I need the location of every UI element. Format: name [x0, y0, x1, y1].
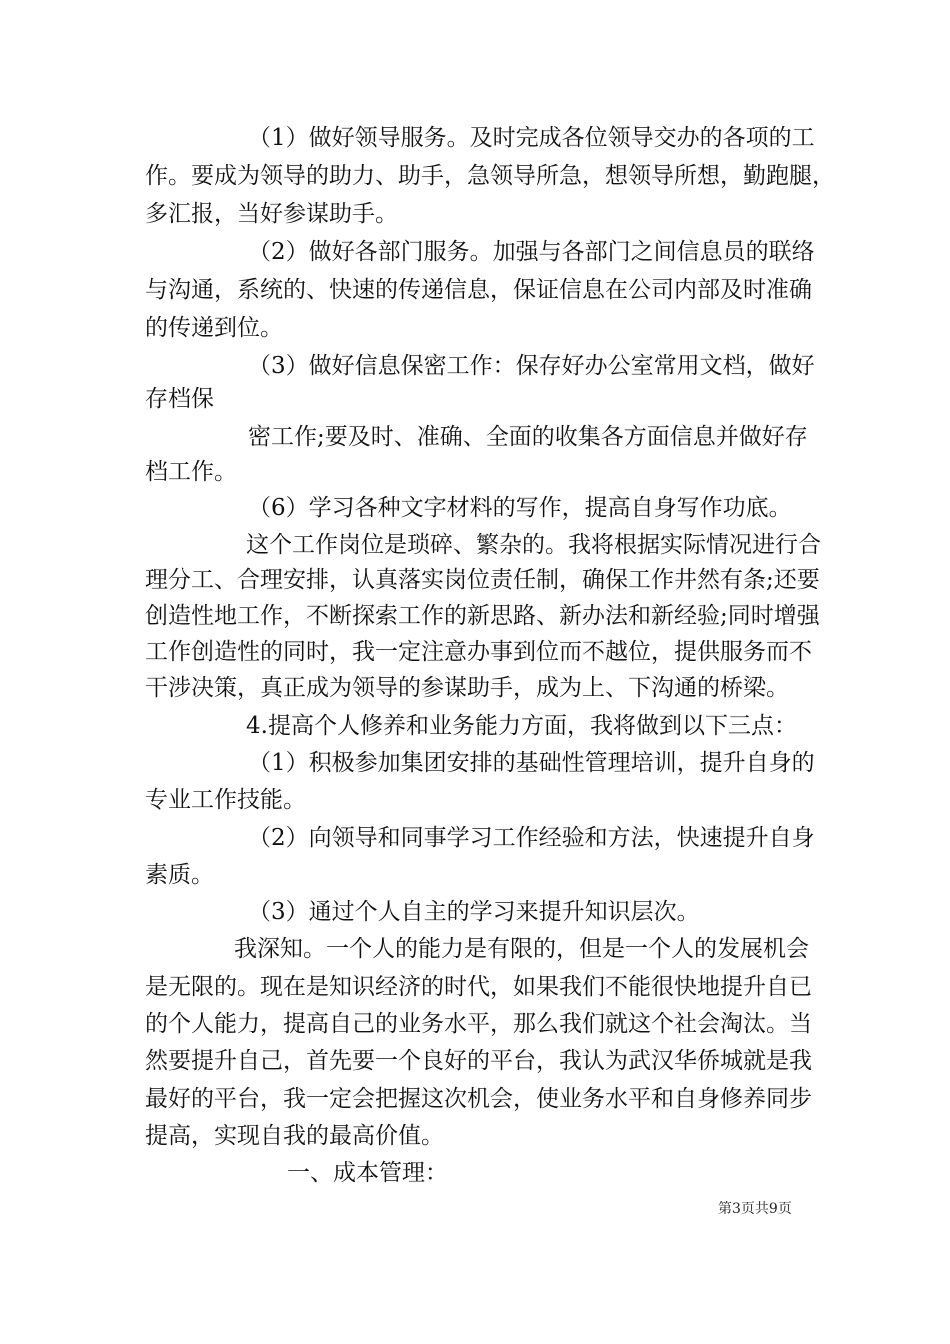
text-line: （6）学习各种文字材料的写作，提高自身写作功底。: [248, 495, 792, 521]
text-line: 作。要成为领导的助力、助手，急领导所急，想领导所想，勤跑腿，: [145, 163, 835, 189]
text-line: 提高，实现自我的最高价值。: [145, 1123, 444, 1149]
text-line: 最好的平台，我一定会把握这次机会，使业务水平和自身修养同步: [145, 1086, 812, 1112]
text-line: 的传递到位。: [145, 315, 283, 341]
text-line: 的个人能力，提高自己的业务水平，那么我们就这个社会淘汰。当: [145, 1011, 812, 1037]
text-line: （2）做好各部门服务。加强与各部门之间信息员的联络: [248, 239, 815, 265]
text-line: 是无限的。现在是知识经济的时代，如果我们不能很快地提升自已: [145, 974, 812, 1000]
text-line: 4.提高个人修养和业务能力方面，我将做到以下三点：: [246, 713, 797, 739]
text-line: 干涉决策，真正成为领导的参谋助手，成为上、下沟通的桥梁。: [145, 675, 789, 701]
text-line: 然要提升自己，首先要一个良好的平台，我认为武汉华侨城就是我: [145, 1048, 812, 1074]
text-line: （1）积极参加集团安排的基础性管理培训，提升自身的: [248, 750, 815, 776]
text-line: 我深知。一个人的能力是有限的，但是一个人的发展机会: [234, 936, 809, 962]
page-number: 第3页共9页: [718, 1201, 792, 1217]
text-line: 档工作。: [145, 459, 237, 485]
text-line: （1）做好领导服务。及时完成各位领导交办的各项的工: [248, 125, 815, 151]
text-line: 专业工作技能。: [145, 787, 306, 813]
text-line: 工作创造性的同时，我一定注意办事到位而不越位，提供服务而不: [145, 639, 812, 665]
text-line: （3）做好信息保密工作：保存好办公室常用文档，做好: [248, 353, 815, 379]
text-line: 素质。: [145, 862, 214, 888]
text-line: 这个工作岗位是琐碎、繁杂的。我将根据实际情况进行合: [246, 532, 821, 558]
text-line: 创造性地工作，不断探索工作的新思路、新办法和新经验;同时增强: [145, 603, 820, 629]
text-line: （2）向领导和同事学习工作经验和方法，快速提升自身: [248, 825, 815, 851]
text-line: （3）通过个人自主的学习来提升知识层次。: [248, 899, 700, 925]
text-line: 与沟通，系统的、快速的传递信息，保证信息在公司内部及时准确: [145, 277, 812, 303]
text-line: 多汇报，当好参谋助手。: [145, 201, 398, 227]
text-line: 存档保: [145, 386, 214, 412]
text-line: 密工作;要及时、准确、全面的收集各方面信息并做好存: [248, 424, 808, 450]
text-line: 理分工、合理安排，认真落实岗位责任制，确保工作井然有条;还要: [145, 567, 820, 593]
section-heading: 一、成本管理：: [287, 1160, 448, 1186]
